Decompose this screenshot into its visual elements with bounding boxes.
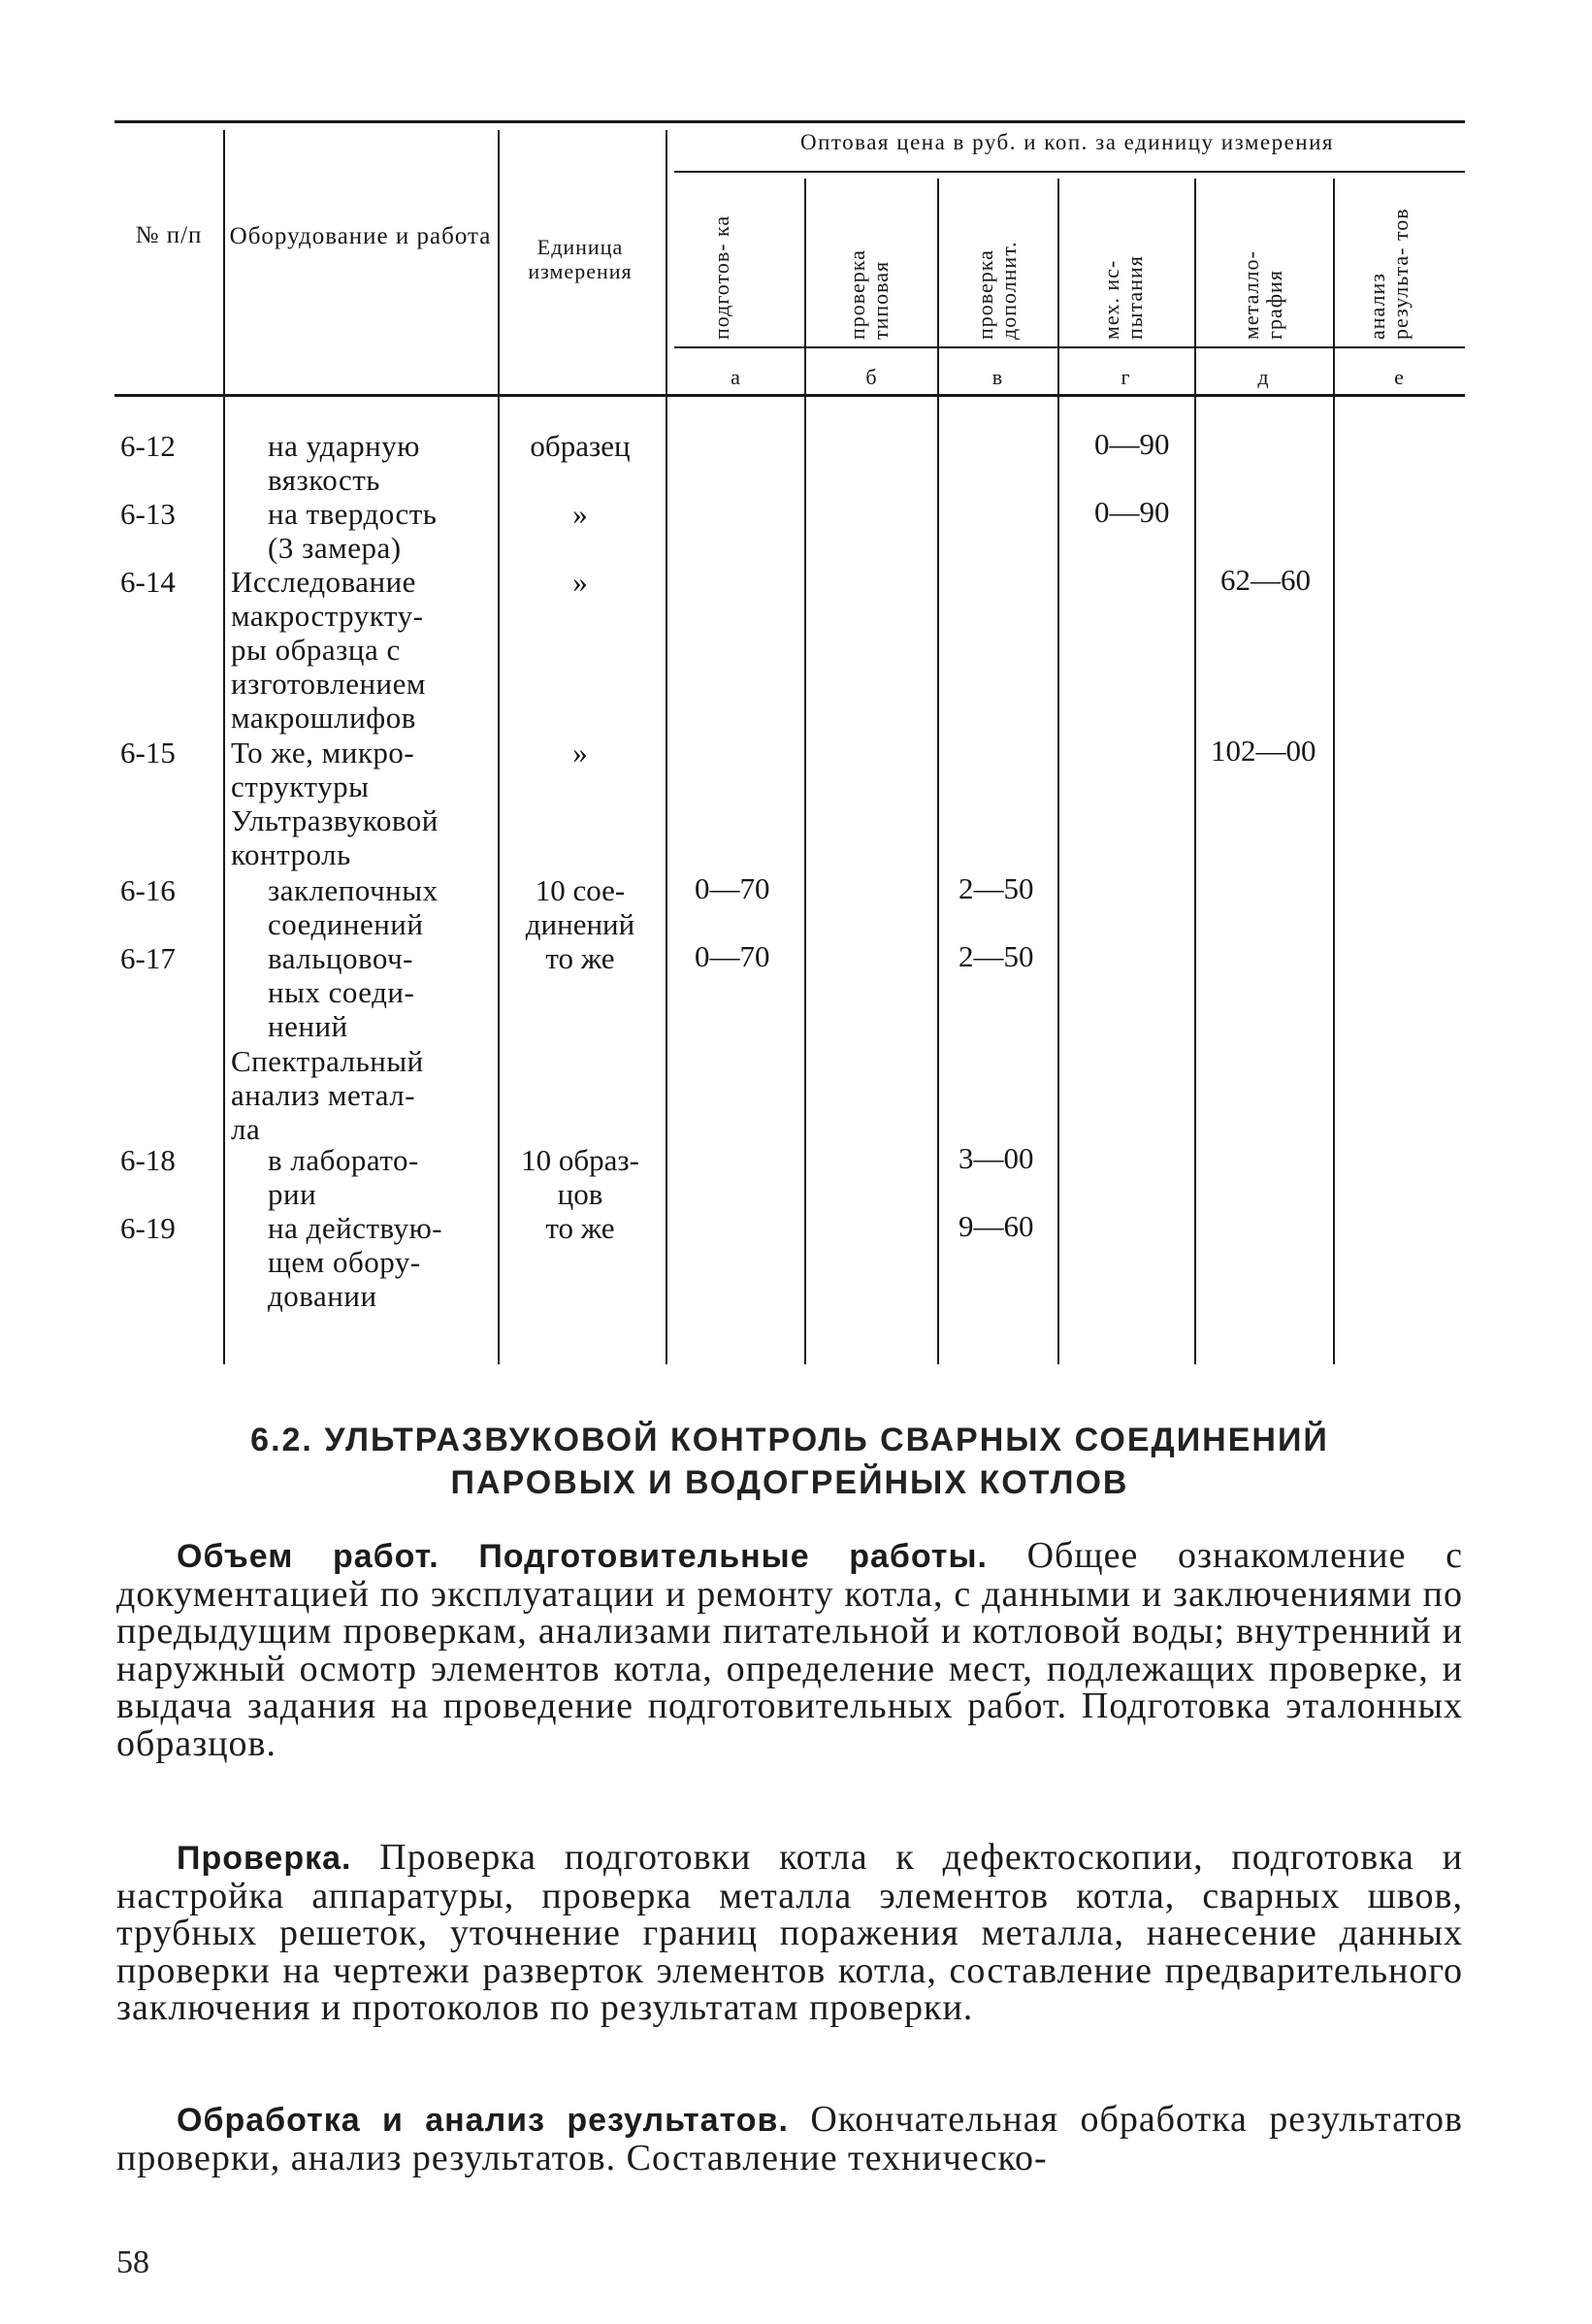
paragraph-lead: Объем работ. Подготовительные работы. [177, 1538, 988, 1575]
row-equipment: на ударную вязкость [268, 429, 420, 497]
group-heading: Ультразвуковой контроль [231, 803, 439, 871]
value-mech: 0—90 [1094, 427, 1170, 461]
value-extra-check: 2—50 [958, 939, 1034, 973]
row-equipment: вальцовоч- ных соеди- нений [268, 941, 415, 1043]
row-unit: то же [545, 941, 615, 975]
value-extra-check: 9—60 [958, 1209, 1034, 1243]
paragraph-text: Окончательная обработка результатов проверки, анализ результатов. Составление техническо- [116, 2099, 1463, 2178]
section-title-line-2: ПАРОВЫХ И ВОДОГРЕЙНЫХ КОТЛОВ [450, 1464, 1129, 1501]
header-bottom-rule [114, 394, 1465, 397]
row-equipment: заклепочных соединений [268, 873, 439, 941]
col-divider [804, 179, 806, 1364]
paragraph-scope [116, 1537, 1463, 1762]
header-price-group: Оптовая цена в руб. и коп. за единицу измерения [800, 130, 1334, 154]
row-unit: » [572, 565, 588, 599]
paragraph-text: Общее ознакомление с документацией по эксплуатации и ремонту котла, с данными и заключениями по предыдущим проверкам, анализами питательной и котловой воды; внутренний и наружный осмотр элементов котла, определение мест, подлежащих проверке, и выдача задания на проведение подготовительных работ. Подготовка эталонных образцов. [116, 1535, 1463, 1764]
group-heading: Спектральный анализ метал- ла [231, 1044, 424, 1146]
row-unit: » [572, 497, 588, 531]
col-divider [666, 130, 667, 1364]
header-col-v: проверка дополнит. [973, 241, 1021, 340]
row-unit: то же [545, 1211, 615, 1245]
row-unit: образец [530, 429, 631, 463]
letter-v: в [991, 365, 1003, 389]
letter-e: е [1394, 365, 1404, 389]
col-divider [1194, 179, 1196, 1364]
col-divider [223, 130, 225, 1364]
paragraph-text: Проверка подготовки котла к дефектоскопии, подготовка и настройка аппаратуры, проверка металла элементов котла, сварных швов, трубных решеток, уточнение границ поражения металла, нанесение данных проверки на чертежи разверток элементов котла, составление предварительного заключения и протоколов по результатам проверки. [116, 1837, 1464, 2028]
value-metallography: 102—00 [1211, 734, 1316, 768]
paragraph-lead: Проверка. [177, 1840, 352, 1877]
price-table [114, 120, 1465, 1364]
header-unit: Единица измерения [528, 235, 633, 283]
letter-b: б [865, 365, 877, 389]
col-divider [1057, 179, 1059, 1364]
row-equipment: То же, микро- структуры [231, 736, 415, 803]
paragraph-processing [116, 2101, 1463, 2177]
row-unit: » [572, 736, 588, 769]
value-mech: 0—90 [1094, 495, 1170, 529]
header-no: № п/п [135, 222, 203, 248]
letter-d: д [1257, 365, 1269, 389]
value-prep: 0—70 [695, 939, 770, 973]
row-equipment: на действую- щем обору- довании [268, 1211, 443, 1313]
row-number: 6-19 [120, 1211, 176, 1245]
header-col-g: мех. ис- пытания [1099, 255, 1147, 340]
header-col-a: подготов- ка [709, 214, 733, 340]
row-equipment: на твердость (3 замера) [268, 497, 438, 565]
value-extra-check: 3—00 [958, 1141, 1034, 1175]
row-number: 6-13 [120, 497, 176, 531]
value-extra-check: 2—50 [958, 871, 1034, 905]
letter-a: а [731, 365, 740, 389]
row-unit: 10 образ- цов [521, 1143, 639, 1211]
row-equipment: Исследование макрострукту- ры образца с изготовлением макрошлифов [231, 565, 427, 735]
row-equipment: в лаборато- рии [268, 1143, 419, 1211]
row-unit: 10 сое- динений [525, 873, 635, 941]
row-number: 6-12 [120, 429, 176, 463]
row-number: 6-18 [120, 1143, 176, 1177]
page-number: 58 [116, 2244, 149, 2280]
row-number: 6-17 [120, 941, 176, 975]
header-col-e: анализ результа- тов [1365, 208, 1413, 340]
letter-g: г [1121, 365, 1130, 389]
row-number: 6-16 [120, 873, 176, 907]
header-equipment: Оборудование и работа [229, 223, 492, 249]
col-divider [937, 179, 939, 1364]
value-prep: 0—70 [695, 871, 770, 905]
table-top-rule [114, 120, 1465, 123]
header-col-b: проверка типовая [845, 249, 893, 340]
section-title [114, 1419, 1465, 1504]
paragraph-check [116, 1839, 1463, 2027]
row-number: 6-14 [120, 565, 176, 599]
paragraph-lead: Обработка и анализ результатов. [177, 2102, 789, 2139]
section-title-line-1: 6.2. УЛЬТРАЗВУКОВОЙ КОНТРОЛЬ СВАРНЫХ СОЕДИНЕНИЙ [250, 1422, 1329, 1458]
col-divider [1333, 179, 1335, 1364]
header-col-d: металло- графия [1239, 250, 1286, 340]
letters-rule [674, 346, 1465, 348]
value-metallography: 62—60 [1220, 563, 1311, 597]
row-number: 6-15 [120, 736, 176, 769]
price-group-rule [674, 171, 1465, 173]
